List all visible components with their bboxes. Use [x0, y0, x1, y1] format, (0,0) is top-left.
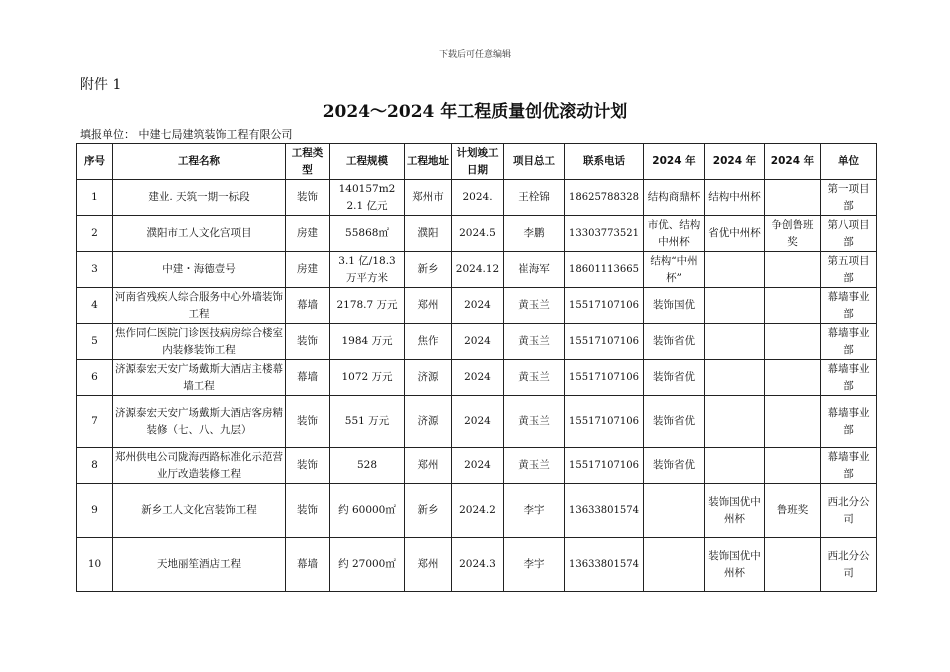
cell-type: 装饰: [286, 484, 330, 538]
cell-y2: 装饰国优中州杯: [705, 484, 765, 538]
cell-dept: 第八项目部: [821, 216, 877, 252]
col-header: 工程名称: [113, 144, 286, 180]
table-row: [77, 252, 877, 288]
cell-y2: 省优中州杯: [705, 216, 765, 252]
cell-y3: [765, 538, 821, 592]
cell-scale: 约 60000㎡: [330, 484, 405, 538]
cell-engineer: 王栓锦: [504, 180, 565, 216]
cell-y1: 装饰省优: [644, 324, 705, 360]
cell-no: 10: [77, 538, 113, 592]
cell-y2: [705, 360, 765, 396]
cell-type: 幕墙: [286, 360, 330, 396]
cell-type: 幕墙: [286, 288, 330, 324]
cell-engineer: 崔海军: [504, 252, 565, 288]
cell-addr: 济源: [405, 396, 452, 448]
cell-y3: [765, 252, 821, 288]
cell-dept: 幕墙事业部: [821, 324, 877, 360]
cell-addr: 郑州: [405, 288, 452, 324]
cell-name: 建业. 天筑一期一标段: [113, 180, 286, 216]
cell-scale: 528: [330, 448, 405, 484]
cell-addr: 郑州市: [405, 180, 452, 216]
col-header: 工程规模: [330, 144, 405, 180]
cell-y3: 争创鲁班奖: [765, 216, 821, 252]
cell-name: 天地丽笙酒店工程: [113, 538, 286, 592]
cell-scale: 140157m2 2.1 亿元: [330, 180, 405, 216]
plan-table: [76, 143, 877, 592]
cell-date: 2024: [452, 324, 504, 360]
cell-phone: 15517107106: [565, 288, 644, 324]
cell-y1: [644, 538, 705, 592]
cell-engineer: 黄玉兰: [504, 324, 565, 360]
cell-type: 装饰: [286, 448, 330, 484]
cell-y2: [705, 288, 765, 324]
cell-y2: 装饰国优中州杯: [705, 538, 765, 592]
cell-phone: 18625788328: [565, 180, 644, 216]
table-row: [77, 396, 877, 448]
cell-dept: 幕墙事业部: [821, 288, 877, 324]
cell-name: 济源泰宏天安广场戴斯大酒店主楼幕墙工程: [113, 360, 286, 396]
cell-name: 郑州供电公司陇海西路标准化示范营业厅改造装修工程: [113, 448, 286, 484]
col-header: 2024 年: [644, 144, 705, 180]
page-title: 2024～2024 年工程质量创优滚动计划: [322, 102, 628, 122]
cell-date: 2024: [452, 396, 504, 448]
cell-addr: 济源: [405, 360, 452, 396]
cell-date: 2024: [452, 360, 504, 396]
cell-phone: 15517107106: [565, 360, 644, 396]
cell-name: 济源泰宏天安广场戴斯大酒店客房精装修（七、八、九层）: [113, 396, 286, 448]
cell-y2: [705, 252, 765, 288]
cell-addr: 新乡: [405, 484, 452, 538]
cell-type: 装饰: [286, 180, 330, 216]
table-row: [77, 216, 877, 252]
col-header: 计划竣工日期: [452, 144, 504, 180]
table-row: [77, 538, 877, 592]
header-row: [77, 144, 877, 180]
cell-date: 2024.12: [452, 252, 504, 288]
cell-addr: 郑州: [405, 448, 452, 484]
cell-addr: 新乡: [405, 252, 452, 288]
cell-phone: 13633801574: [565, 538, 644, 592]
cell-scale: 2178.7 万元: [330, 288, 405, 324]
cell-y1: 装饰省优: [644, 396, 705, 448]
cell-dept: 幕墙事业部: [821, 448, 877, 484]
cell-no: 7: [77, 396, 113, 448]
cell-y3: [765, 288, 821, 324]
cell-type: 房建: [286, 252, 330, 288]
cell-no: 6: [77, 360, 113, 396]
cell-y2: [705, 324, 765, 360]
cell-engineer: 黄玉兰: [504, 360, 565, 396]
cell-dept: 第一项目部: [821, 180, 877, 216]
cell-date: 2024: [452, 288, 504, 324]
cell-type: 房建: [286, 216, 330, 252]
cell-y3: [765, 324, 821, 360]
col-header: 工程类型: [286, 144, 330, 180]
cell-date: 2024.2: [452, 484, 504, 538]
cell-name: 濮阳市工人文化宫项目: [113, 216, 286, 252]
cell-y1: 结构“中州杯”: [644, 252, 705, 288]
cell-y1: 装饰省优: [644, 360, 705, 396]
attachment-label: 附件 1: [80, 77, 122, 93]
cell-no: 4: [77, 288, 113, 324]
table-row: [77, 288, 877, 324]
cell-no: 9: [77, 484, 113, 538]
cell-no: 1: [77, 180, 113, 216]
cell-addr: 焦作: [405, 324, 452, 360]
cell-engineer: 李宇: [504, 538, 565, 592]
table-row: [77, 448, 877, 484]
cell-engineer: 黄玉兰: [504, 288, 565, 324]
cell-addr: 濮阳: [405, 216, 452, 252]
cell-dept: 第五项目部: [821, 252, 877, 288]
cell-phone: 13303773521: [565, 216, 644, 252]
table-row: [77, 180, 877, 216]
cell-phone: 15517107106: [565, 324, 644, 360]
col-header: 序号: [77, 144, 113, 180]
cell-scale: 551 万元: [330, 396, 405, 448]
cell-phone: 18601113665: [565, 252, 644, 288]
cell-y3: 鲁班奖: [765, 484, 821, 538]
cell-date: 2024: [452, 448, 504, 484]
cell-type: 幕墙: [286, 538, 330, 592]
cell-no: 8: [77, 448, 113, 484]
cell-dept: 西北分公司: [821, 538, 877, 592]
col-header: 单位: [821, 144, 877, 180]
cell-no: 2: [77, 216, 113, 252]
cell-phone: 15517107106: [565, 448, 644, 484]
cell-name: 中建・海德壹号: [113, 252, 286, 288]
table-row: [77, 324, 877, 360]
cell-y2: [705, 448, 765, 484]
cell-scale: 1984 万元: [330, 324, 405, 360]
cell-engineer: 黄玉兰: [504, 448, 565, 484]
cell-y1: 结构商鼎杯: [644, 180, 705, 216]
cell-scale: 约 27000㎡: [330, 538, 405, 592]
cell-dept: 幕墙事业部: [821, 360, 877, 396]
cell-engineer: 李鹏: [504, 216, 565, 252]
table-row: [77, 484, 877, 538]
col-header: 项目总工: [504, 144, 565, 180]
cell-dept: 幕墙事业部: [821, 396, 877, 448]
cell-no: 5: [77, 324, 113, 360]
col-header: 2024 年: [765, 144, 821, 180]
cell-type: 装饰: [286, 324, 330, 360]
cell-name: 河南省残疾人综合服务中心外墙装饰工程: [113, 288, 286, 324]
cell-scale: 1072 万元: [330, 360, 405, 396]
cell-date: 2024.3: [452, 538, 504, 592]
cell-scale: 55868㎡: [330, 216, 405, 252]
cell-y3: [765, 180, 821, 216]
cell-y1: 市优、结构中州杯: [644, 216, 705, 252]
col-header: 联系电话: [565, 144, 644, 180]
col-header: 工程地址: [405, 144, 452, 180]
cell-y2: 结构中州杯: [705, 180, 765, 216]
col-header: 2024 年: [705, 144, 765, 180]
cell-name: 新乡工人文化宫装饰工程: [113, 484, 286, 538]
cell-y3: [765, 360, 821, 396]
cell-engineer: 黄玉兰: [504, 396, 565, 448]
cell-y3: [765, 448, 821, 484]
cell-date: 2024.: [452, 180, 504, 216]
cell-y1: 装饰省优: [644, 448, 705, 484]
cell-y1: 装饰国优: [644, 288, 705, 324]
cell-addr: 郑州: [405, 538, 452, 592]
top-note: 下载后可任意编辑: [438, 50, 511, 60]
cell-y3: [765, 396, 821, 448]
cell-engineer: 李宇: [504, 484, 565, 538]
cell-name: 焦作同仁医院门诊医技病房综合楼室内装修装饰工程: [113, 324, 286, 360]
table-row: [77, 360, 877, 396]
fill-unit: 填报单位： 中建七局建筑装饰工程有限公司: [80, 128, 293, 141]
cell-dept: 西北分公司: [821, 484, 877, 538]
cell-no: 3: [77, 252, 113, 288]
cell-phone: 15517107106: [565, 396, 644, 448]
cell-date: 2024.5: [452, 216, 504, 252]
cell-scale: 3.1 亿/18.3 万平方米: [330, 252, 405, 288]
cell-y1: [644, 484, 705, 538]
cell-y2: [705, 396, 765, 448]
cell-type: 装饰: [286, 396, 330, 448]
cell-phone: 13633801574: [565, 484, 644, 538]
